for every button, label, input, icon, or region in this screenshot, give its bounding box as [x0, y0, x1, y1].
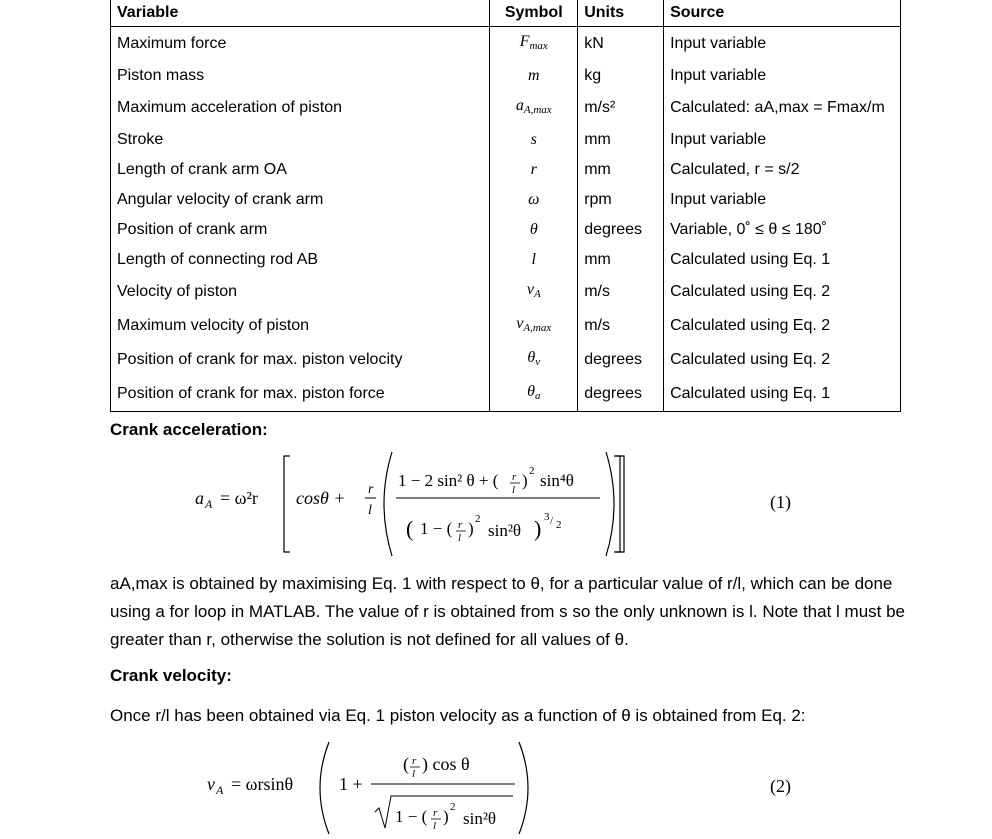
svg-text:r: r	[458, 519, 463, 531]
svg-text:l: l	[512, 484, 516, 496]
svg-text:): )	[443, 807, 449, 826]
symbol-main: θ	[527, 349, 536, 366]
header-units: Units	[578, 0, 664, 27]
svg-text:): )	[522, 471, 528, 490]
symbol-subscript: A,max	[523, 322, 552, 334]
section1-paragraph: aA,max is obtained by maximising Eq. 1 with respect to θ, for a particular value of r/l, which can be done using a for loop in MATLAB. The value of r is obtained from s so the only unknown is l. Note that l must be greater than r, otherwise the solution is not defined for all values of θ.	[110, 574, 905, 649]
svg-text:A: A	[216, 783, 224, 797]
svg-text:(: (	[403, 754, 409, 774]
svg-text:/: /	[550, 515, 554, 527]
cell-units: degrees	[578, 215, 664, 245]
cell-variable: Maximum force	[111, 27, 490, 62]
cell-variable: Position of crank for max. piston force	[111, 377, 490, 412]
symbol-main: ω	[528, 191, 540, 208]
cell-units: kg	[578, 61, 664, 91]
cell-source: Input variable	[664, 125, 901, 155]
svg-text:r: r	[412, 755, 417, 767]
svg-text:A: A	[205, 497, 213, 511]
equation-2-number: (2)	[770, 776, 791, 796]
cell-symbol	[490, 125, 578, 155]
cell-source: Input variable	[664, 27, 901, 62]
svg-text:v: v	[207, 774, 215, 794]
header-symbol: Symbol	[490, 0, 578, 27]
table-row	[111, 377, 901, 412]
symbol-main: v	[526, 281, 534, 298]
cell-variable: Stroke	[111, 125, 490, 155]
cell-source: Calculated using Eq. 1	[664, 377, 901, 412]
symbol-main: θ	[527, 383, 535, 400]
table-row	[111, 125, 901, 155]
cell-variable: Position of crank for max. piston velocity	[111, 343, 490, 377]
svg-text:a: a	[195, 488, 204, 508]
table-row	[111, 185, 901, 215]
svg-text:l: l	[433, 820, 437, 832]
cell-symbol	[490, 61, 578, 91]
svg-text:l: l	[458, 532, 462, 544]
cell-symbol	[490, 245, 578, 275]
table-row	[111, 91, 901, 125]
cell-variable: Maximum acceleration of piston	[111, 91, 490, 125]
svg-text:= ω²r: = ω²r	[220, 488, 258, 508]
symbol-main: θ	[529, 221, 538, 238]
section2-paragraph: Once r/l has been obtained via Eq. 1 piston velocity as a function of θ is obtained from Eq. 2:	[110, 706, 806, 725]
svg-text:): )	[534, 516, 542, 541]
svg-text:): )	[468, 519, 474, 538]
svg-text:sin⁴θ: sin⁴θ	[540, 471, 574, 490]
cell-variable: Length of connecting rod AB	[111, 245, 490, 275]
svg-text:l: l	[412, 768, 416, 780]
symbol-subscript: v	[535, 356, 541, 368]
table-row	[111, 309, 901, 343]
table-row	[111, 245, 901, 275]
cell-source: Calculated using Eq. 1	[664, 245, 901, 275]
cell-source: Calculated, r = s/2	[664, 155, 901, 185]
table-row	[111, 343, 901, 377]
cell-symbol	[490, 155, 578, 185]
equation-1	[190, 448, 650, 558]
symbol-main: a	[515, 97, 524, 114]
cell-units: mm	[578, 155, 664, 185]
cell-source: Calculated using Eq. 2	[664, 275, 901, 309]
cell-units: m/s²	[578, 91, 664, 125]
cell-units: m/s	[578, 275, 664, 309]
symbol-main: l	[531, 251, 536, 268]
table-row	[111, 155, 901, 185]
cell-symbol	[490, 275, 578, 309]
cell-source: Calculated: aA,max = Fmax/m	[664, 91, 901, 125]
cell-units: kN	[578, 27, 664, 62]
cell-variable: Velocity of piston	[111, 275, 490, 309]
cell-symbol	[490, 185, 578, 215]
cell-symbol	[490, 309, 578, 343]
cell-source: Input variable	[664, 61, 901, 91]
section-heading-velocity: Crank velocity:	[110, 666, 232, 685]
table-row	[111, 275, 901, 309]
symbol-main: s	[530, 131, 537, 148]
cell-symbol	[490, 91, 578, 125]
cell-symbol	[490, 377, 578, 412]
cell-units: degrees	[578, 377, 664, 412]
cell-units: mm	[578, 245, 664, 275]
cell-symbol	[490, 27, 578, 62]
cell-units: mm	[578, 125, 664, 155]
cell-source: Variable, 0˚ ≤ θ ≤ 180˚	[664, 215, 901, 245]
variables-table	[110, 0, 901, 412]
cell-units: m/s	[578, 309, 664, 343]
equation-1-number: (1)	[770, 492, 791, 512]
svg-text:l: l	[368, 503, 372, 518]
cell-symbol	[490, 343, 578, 377]
svg-text:2: 2	[556, 519, 562, 531]
svg-text:3: 3	[544, 511, 550, 523]
cell-variable: Position of crank arm	[111, 215, 490, 245]
table-row	[111, 61, 901, 91]
svg-text:sin²θ: sin²θ	[488, 521, 522, 540]
symbol-subscript: a	[534, 390, 541, 402]
cell-variable: Piston mass	[111, 61, 490, 91]
table-row	[111, 215, 901, 245]
cell-units: degrees	[578, 343, 664, 377]
table-body	[111, 27, 901, 412]
symbol-main: r	[530, 161, 537, 178]
symbol-subscript: A,max	[523, 104, 552, 116]
svg-text:cosθ +: cosθ +	[296, 488, 346, 508]
table-row	[111, 27, 901, 62]
svg-text:(: (	[406, 516, 414, 541]
svg-text:r: r	[368, 482, 374, 497]
symbol-main: F	[519, 33, 530, 50]
equation-2	[205, 738, 565, 839]
svg-text:r: r	[433, 807, 438, 819]
cell-source: Input variable	[664, 185, 901, 215]
cell-symbol	[490, 215, 578, 245]
section-heading-acceleration: Crank acceleration:	[110, 420, 268, 439]
svg-text:sin²θ: sin²θ	[463, 809, 497, 828]
header-variable: Variable	[111, 0, 490, 27]
symbol-subscript: A	[533, 288, 541, 300]
cell-variable: Angular velocity of crank arm	[111, 185, 490, 215]
table-header-row	[111, 0, 901, 27]
svg-text:= ωrsinθ: = ωrsinθ	[231, 774, 294, 794]
cell-units: rpm	[578, 185, 664, 215]
svg-text:2: 2	[529, 465, 535, 477]
symbol-subscript: max	[529, 40, 548, 52]
symbol-main: m	[527, 67, 540, 84]
cell-source: Calculated using Eq. 2	[664, 309, 901, 343]
cell-variable: Length of crank arm OA	[111, 155, 490, 185]
header-source: Source	[664, 0, 901, 27]
svg-text:1 +: 1 +	[339, 774, 363, 794]
svg-text:1 − (: 1 − (	[395, 807, 428, 826]
svg-text:r: r	[512, 471, 517, 483]
svg-text:1 − (: 1 − (	[420, 519, 453, 538]
cell-variable: Maximum velocity of piston	[111, 309, 490, 343]
svg-text:1 − 2 sin² θ + (: 1 − 2 sin² θ + (	[398, 471, 499, 490]
cell-source: Calculated using Eq. 2	[664, 343, 901, 377]
svg-text:) cos θ: ) cos θ	[422, 754, 470, 774]
svg-text:2: 2	[450, 801, 456, 813]
svg-text:2: 2	[475, 513, 481, 525]
symbol-main: v	[516, 315, 524, 332]
